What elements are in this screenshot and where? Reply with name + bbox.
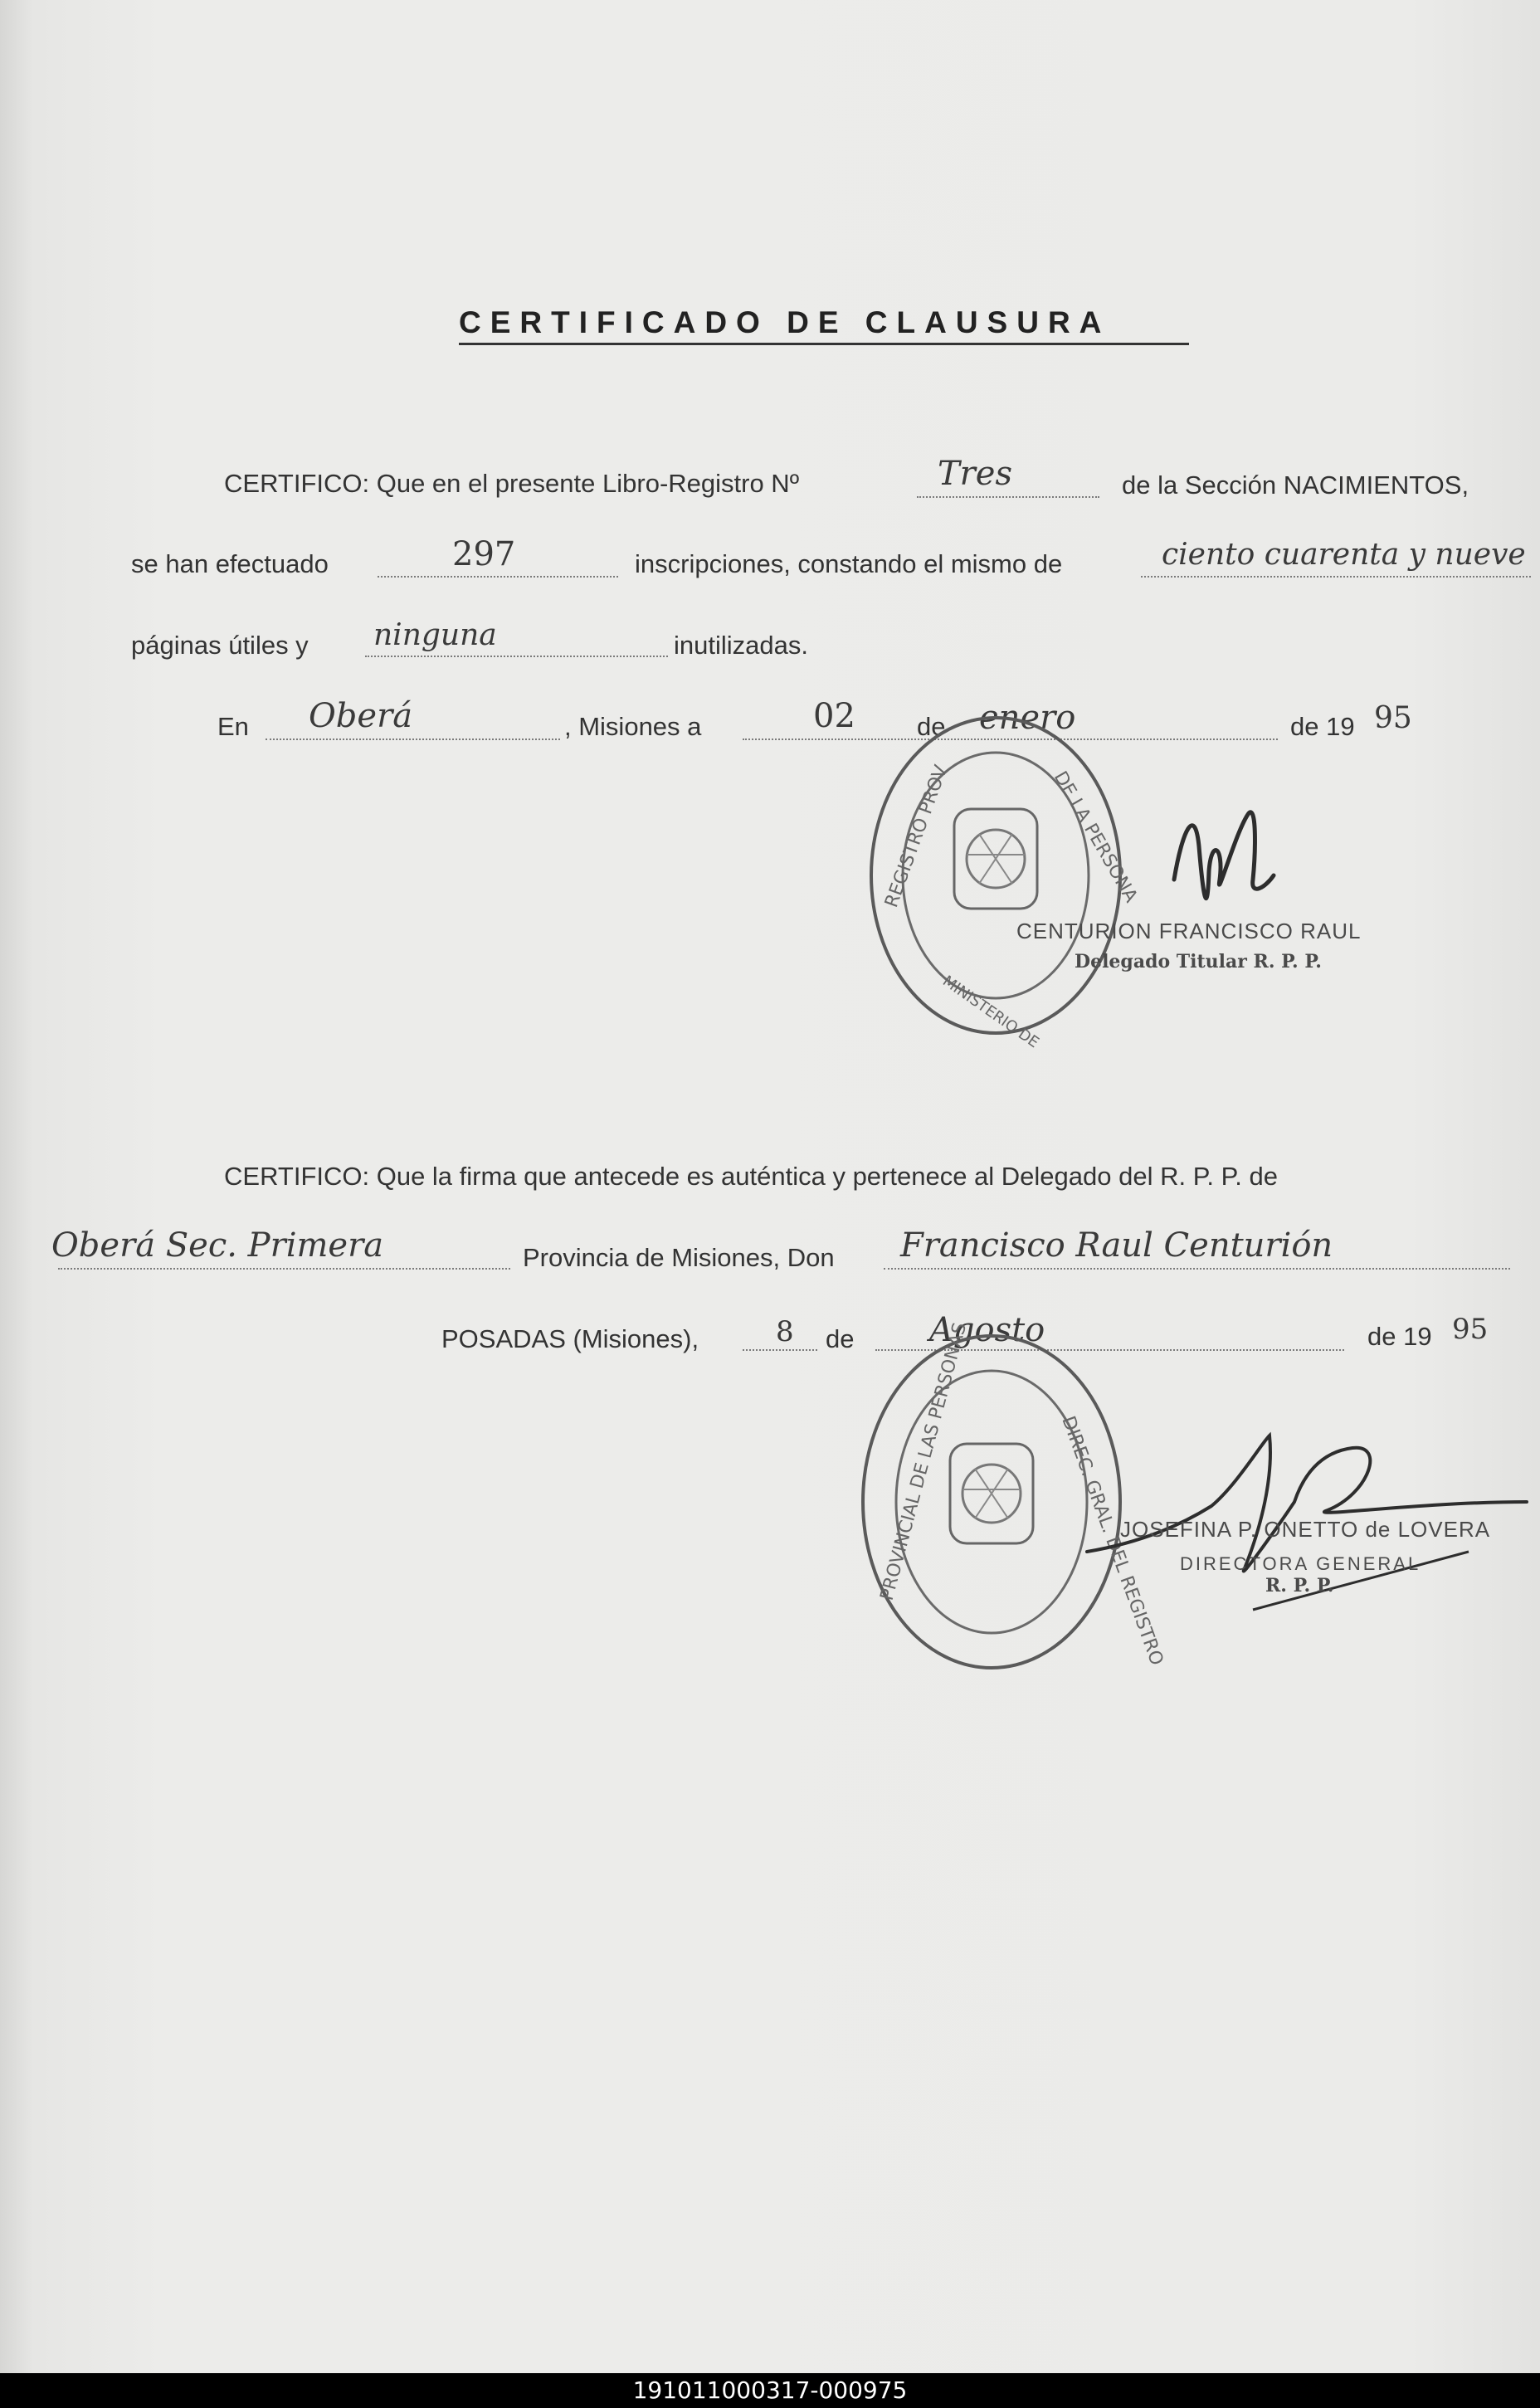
pages-words-field-line	[1141, 576, 1531, 578]
cert2-year-suffix: 95	[1452, 1313, 1489, 1346]
office: Oberá Sec. Primera	[51, 1226, 384, 1265]
document-title: CERTIFICADO DE CLAUSURA	[459, 305, 1111, 339]
svg-text:REGISTRO PROV: REGISTRO PROV	[881, 763, 953, 911]
city-label: POSADAS (Misiones),	[441, 1324, 699, 1353]
inscriptions-count: 297	[452, 535, 516, 573]
registry-stamp-oberá	[863, 709, 1142, 1052]
delegate-signature	[1157, 797, 1282, 929]
cert2-day-field-line	[743, 1349, 817, 1351]
document-id-footer: 191011000317-000975	[0, 2373, 1540, 2408]
signer1-name: CENTURION FRANCISCO RAUL	[1016, 919, 1362, 943]
cert2-line2-middle: Provincia de Misiones, Don	[523, 1243, 835, 1272]
place: Oberá	[309, 697, 413, 735]
cert1-line2-middle: inscripciones, constando el mismo de	[635, 549, 1063, 578]
inscriptions-field-line	[378, 576, 618, 578]
cert1-line1-prefix: CERTIFICO: Que en el presente Libro-Registro Nº	[224, 469, 800, 498]
svg-text:DIREC. GRAL. DEL REGISTRO: DIREC. GRAL. DEL REGISTRO	[1057, 1413, 1167, 1669]
cert1-line2-prefix: se han efectuado	[131, 549, 329, 578]
delegate-name: Francisco Raul Centurión	[900, 1226, 1333, 1265]
cert2-day: 8	[776, 1315, 794, 1348]
cert2-de-label: de	[826, 1324, 855, 1353]
svg-text:PROVINCIAL DE LAS PERSONAS: PROVINCIAL DE LAS PERSONAS	[876, 1320, 972, 1603]
signer2-org: R. P. P.	[1265, 1575, 1334, 1596]
signer1-title: Delegado Titular R. P. P.	[1075, 951, 1322, 972]
svg-text:DE LA PERSONA: DE LA PERSONA	[1049, 768, 1142, 907]
signer2-name: JOSEFINA P. ONETTO de LOVERA	[1120, 1517, 1491, 1542]
place-label: En	[217, 712, 249, 741]
cert1-line3-suffix: inutilizadas.	[674, 631, 808, 660]
cert1-month: enero	[979, 699, 1076, 737]
pages-words: ciento cuarenta y nueve	[1162, 538, 1526, 572]
office-field-line	[58, 1268, 510, 1270]
cert1-line1-suffix: de la Sección NACIMIENTOS,	[1122, 470, 1469, 500]
place-field-line	[266, 738, 560, 740]
cert2-month: Agosto	[929, 1311, 1045, 1349]
unused-pages: ninguna	[373, 618, 497, 652]
svg-text:MINISTERIO DE: MINISTERIO DE	[939, 972, 1042, 1052]
book-number: Tres	[938, 455, 1012, 493]
cert2-line1: CERTIFICO: Que la firma que antecede es auténtica y pertenece al Delegado del R. P. P. de	[224, 1162, 1279, 1191]
cert2-year-prefix: de 19	[1367, 1322, 1432, 1351]
delegate-name-field-line	[884, 1268, 1510, 1270]
province-label: , Misiones a	[564, 712, 702, 741]
title-underline	[459, 343, 1189, 345]
cert1-de-label: de	[917, 712, 946, 741]
signer2-title: DIRECTORA GENERAL	[1180, 1553, 1421, 1574]
cert1-line3-prefix: páginas útiles y	[131, 631, 309, 660]
unused-pages-field-line	[365, 656, 668, 657]
book-number-field-line	[917, 496, 1099, 498]
cert1-year-suffix: 95	[1374, 701, 1412, 735]
cert1-year-prefix: de 19	[1290, 712, 1355, 741]
cert1-day: 02	[813, 697, 855, 735]
